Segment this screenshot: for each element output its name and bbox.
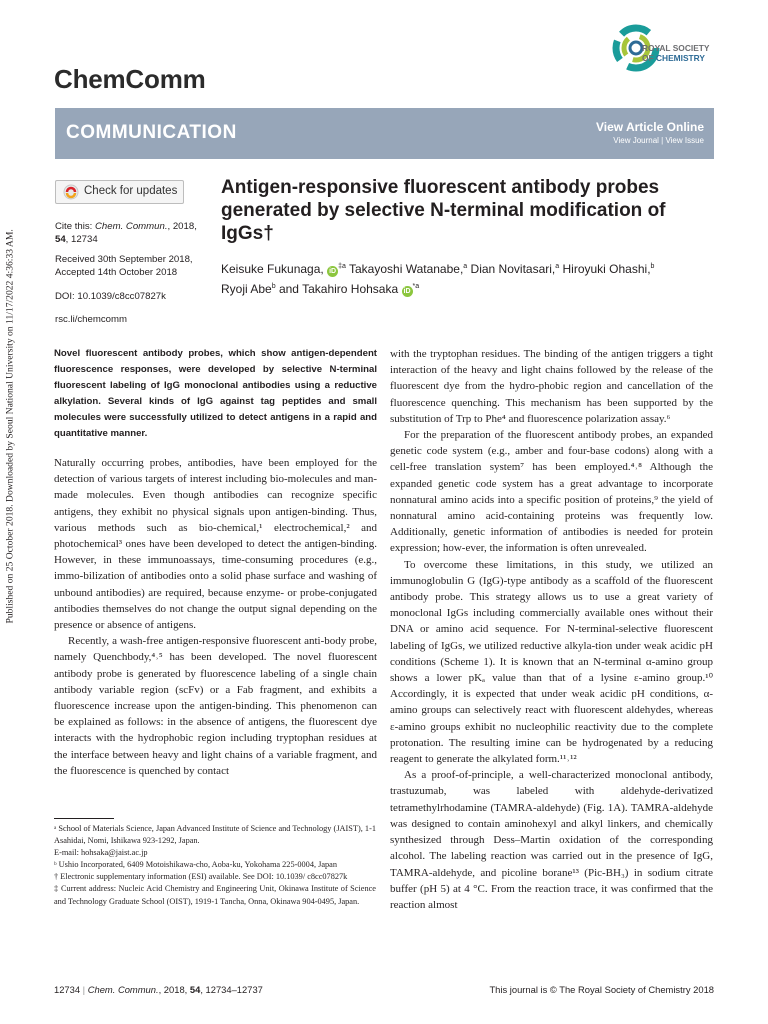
footnote-current-address: ‡ Current address: Nucleic Acid Chemistry and Engineering Unit, Okinawa Institute of Science and Technology Graduate School (OIST), 1919-1 Tancha, Onna, Okinawa 904-0495, Japan. xyxy=(54,884,376,906)
doi[interactable]: DOI: 10.1039/c8cc07827k xyxy=(55,291,166,302)
body-paragraph: For the preparation of the fluorescent antibody probes, an expanded genetic code system (e.g., amber and four-base codons) along with a cell-free translation system⁷ has been employed.⁴˒⁸ Although the expanded genetic code system has a great advantage to incorporate nonnatural amino acids into a specific position of proteins,⁹ the yield of nonnatural amino acid-containing proteins was frequently low. Additionally, genetic information of antibodies is needed for protein expression; how-ever, the information is often unrevealed. xyxy=(390,429,713,555)
accepted-date: Accepted 14th October 2018 xyxy=(55,267,178,278)
page-number: 12734 xyxy=(54,984,81,995)
footnote-divider xyxy=(54,818,114,819)
footnotes xyxy=(54,823,376,908)
publisher-logo xyxy=(612,16,722,86)
right-column-body xyxy=(390,346,713,913)
orcid-icon[interactable]: iD xyxy=(329,268,337,275)
footnote-esi: † Electronic supplementary information (ESI) available. See DOI: 10.1039/ c8cc07827k xyxy=(54,872,348,882)
journal-url[interactable]: rsc.li/chemcomm xyxy=(55,314,127,325)
crossmark-icon xyxy=(62,184,80,200)
view-article-online-link[interactable]: View Article Online xyxy=(595,120,704,134)
received-date: Received 30th September 2018, xyxy=(55,254,193,265)
article-type-banner xyxy=(55,108,714,159)
body-paragraph: with the tryptophan residues. The binding of the antigen triggers a tight interaction of the heavy and light chains followed by the release of the fluorescent dye from the hydro-phobic region and cancellation of the fluorescence quenching. This mechanism has been supported by the substitution of Trp to Phe⁴ and fluorescence polarization assay.⁶ xyxy=(390,348,713,425)
copyright-footer: This journal is © The Royal Society of Chemistry 2018 xyxy=(489,984,714,995)
logo-line-3: CHEMISTRY xyxy=(655,53,705,63)
author-list: Keisuke Fukunaga, $iD^{\ddagger a}$ Takayoshi Watanabe,$^a$ Dian Novitasari,$^a$ Hiroyuki Ohashi,$^b$ Ryoji Abe$^b$ and Takahiro Hohsaka $iD^{*a}$ xyxy=(221,262,655,296)
logo-line-1: ROYAL SOCIETY xyxy=(642,43,710,53)
footnote-affiliation-b: ᵇ Ushio Incorporated, 6409 Motoishikawa-cho, Aoba-ku, Yokohama 225-0004, Japan xyxy=(54,860,338,870)
author-fukunaga: Keisuke Fukunaga, xyxy=(221,262,324,276)
author-ohashi: Hiroyuki Ohashi, xyxy=(562,262,651,276)
footnote-email[interactable]: E-mail: hohsaka@jaist.ac.jp xyxy=(54,848,148,858)
view-online-block xyxy=(596,120,704,145)
body-paragraph: To overcome these limitations, in this study, we utilized an immunoglobulin G (IgG)-type antibody as a scaffold of the fluorescent antibody probe. This strategy allows us to use a great variety of monoclonal IgGs including commercially available ones without their DNA or amino acid sequence. For N-terminal-selective fluorescent labeling of IgGs, we utilized reductive alkyla-tion under weak acidic pH conditions (Scheme 1). It is known that an N-terminal α-amino group shows a lower pKₐ value than that of a lysine ε-amino group.¹⁰ Accordingly, it is expected that under weak acidic pH conditions, α-amino groups can selectively react with fluorescent aldehydes, whereas ε-amino groups exhibit no nucleophilic reactivity due to the complete protonation. The resulting imine can be hydrogenated by a reducing reagent to generate the alkylated form.¹¹˒¹² xyxy=(390,558,713,766)
author-novitasari: Dian Novitasari, xyxy=(470,262,556,276)
page-footer-citation: 12734 | Chem. Commun., 2018, 54, 12734–12737 xyxy=(54,984,263,995)
orcid-icon[interactable]: iD xyxy=(403,288,411,295)
logo-line-2: OF CHEMISTRY xyxy=(642,53,705,63)
author-watanabe: Takayoshi Watanabe, xyxy=(349,262,464,276)
author-abe: Ryoji Abe xyxy=(221,282,272,296)
author-hohsaka: and Takahiro Hohsaka xyxy=(278,282,399,296)
publication-side-note xyxy=(3,185,17,625)
body-paragraph: Naturally occurring probes, antibodies, have been employed for the detection of various targets of interest including bio-molecules and man-made molecules. Even though antibodies can recognize specific antigens, they exhibit no physical signals upon antigen-binding. Thus, various methods such as bio-chemical,¹ electrochemical,² and photochemical³ ones have been developed to detect the antigen-binding. However, in these immunoassays, time-consuming procedures (e.g., immo-bilization of antibodies onto a solid phase surface and washing of unbound antibodies) are required, because enzyme- or probe-conjugated antibodies themselves do not change the output signal depending on the presence or absence of antigens. xyxy=(54,457,377,632)
body-paragraph: Recently, a wash-free antigen-responsive fluorescent anti-body probe, namely Quenchbody,⁴˒⁵ has been developed. The novel fluorescent antibody probe is generated by fluorescence labeling of a single chain antibody variable region (scFv) or a Fab fragment, and exhibits a fluorescence increase upon the antigen-binding. This phenomenon can be explained as follows: in the absence of antigens, the fluorescent dye interacts with the hydrophobic region including tryptophan residues at the interface between heavy and light chains of a variable fragment, and the fluorescence is quenched by contact xyxy=(54,635,377,777)
journal-title: ChemComm xyxy=(54,64,206,94)
citation-info: Cite this: Chem. Commun., 2018, 54, 12734 xyxy=(55,221,197,245)
abstract: Novel fluorescent antibody probes, which show antigen-dependent fluorescence responses, were developed by selective N-terminal fluorescent labeling of IgG monoclonal antibodies using a reductive alkylation. Several kinds of IgG against tag peptides and small molecules were successfully utilized to detect antigens in a rapid and quantitative manner. xyxy=(54,348,377,439)
article-title: Antigen-responsive fluorescent antibody probes generated by selective N-terminal modification of IgGs† xyxy=(221,177,666,244)
view-journal-issue-links[interactable]: View Journal | View Issue xyxy=(613,136,704,145)
article-type-label: COMMUNICATION xyxy=(66,122,237,143)
received-dates xyxy=(55,253,215,279)
published-note-text: Published on 25 October 2018. Downloaded by Seoul National University on 11/17/2022 4:36:33 AM. xyxy=(4,229,16,624)
check-for-updates-button[interactable] xyxy=(55,180,184,204)
left-column-body xyxy=(54,455,377,779)
footnote-affiliation-a: ᵃ School of Materials Science, Japan Advanced Institute of Science and Technology (JAIST), 1-1 Asahidai, Nomi, Ishikawa 923-1292, Japan. xyxy=(54,824,376,846)
check-updates-label: Check for updates xyxy=(84,185,178,197)
body-paragraph: As a proof-of-principle, a well-characterized monoclonal antibody, trastuzumab, was labeled with aldehyde-derivatized tetramethylrhodamine (TAMRA-aldehyde) (Fig. 1A). TAMRA-aldehyde was designed to contain aminohexyl and alkyl linkers, and chemically synthesized through Dess–Martin oxidation of the corresponding alcohol. The labeling reaction was carried out in the presence of IgG, TAMRA-aldehyde, and picoline borane¹³ (Pic-BH₃) in sodium citrate buffer (pH 5) at 4 °C. From the reaction trace, it was confirmed that the reaction almost xyxy=(390,769,713,911)
